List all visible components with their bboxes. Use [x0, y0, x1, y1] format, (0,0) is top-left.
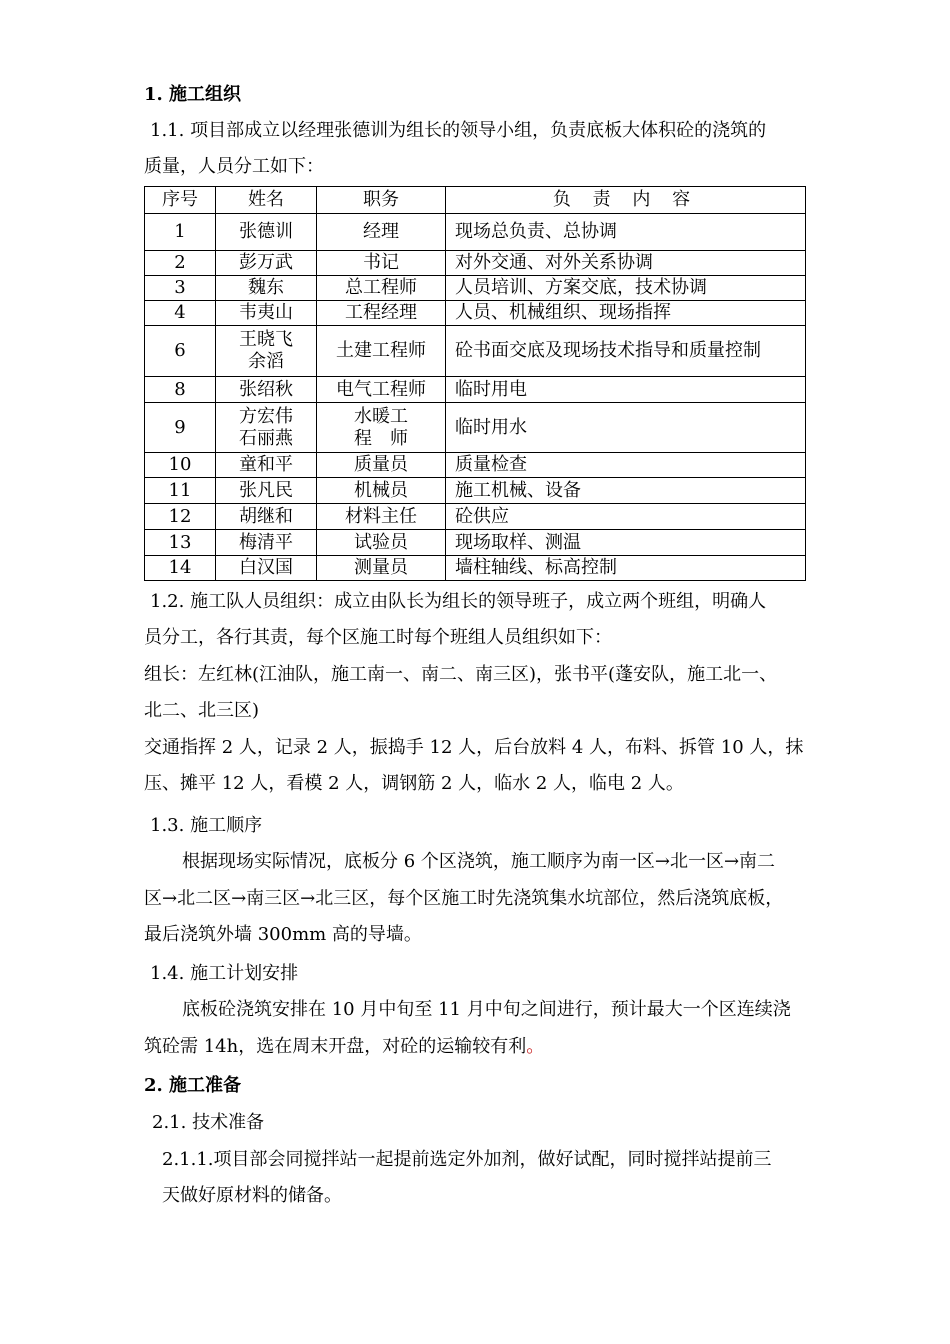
row-position: 测量员	[317, 556, 446, 581]
header-duty: 负 责 内 容	[446, 187, 806, 214]
row-number: 6	[145, 326, 216, 377]
row-number: 2	[145, 251, 216, 276]
row-duty: 临时用电	[446, 377, 806, 403]
section-1-heading: 1. 施工组织	[144, 84, 242, 105]
paragraph-1-2-line-6: 压、摊平 12 人，看模 2 人，调钢筋 2 人，临水 2 人，临电 2 人。	[144, 773, 684, 794]
paragraph-1-2-line-4: 北二、北三区)	[144, 700, 260, 721]
paragraph-1-3-line-3: 最后浇筑外墙 300mm 高的导墙。	[144, 924, 422, 945]
table-row	[145, 377, 806, 403]
staff-assignment-table	[144, 186, 806, 581]
row-name: 魏东	[216, 276, 317, 301]
row-name: 梅清平	[216, 530, 317, 556]
table-row	[145, 530, 806, 556]
row-name: 张德训	[216, 214, 317, 251]
row-duty: 施工机械、设备	[446, 478, 806, 504]
table-row	[145, 556, 806, 581]
row-position: 电气工程师	[317, 377, 446, 403]
row-name: 胡继和	[216, 504, 317, 530]
row-duty: 人员、机械组织、现场指挥	[446, 301, 806, 326]
row-number: 1	[145, 214, 216, 251]
table-row	[145, 251, 806, 276]
row-position: 材料主任	[317, 504, 446, 530]
paragraph-1-2-line-2: 员分工，各行其责，每个区施工时每个班组人员组织如下：	[144, 627, 612, 648]
paragraph-1-2-line-5: 交通指挥 2 人，记录 2 人，振捣手 12 人，后台放料 4 人，布料、拆管 10 人，抹	[144, 737, 804, 758]
row-number: 10	[145, 453, 216, 478]
paragraph-1-4-line-2-text: 筑砼需 14h，选在周末开盘，对砼的运输较有利	[144, 1036, 527, 1057]
paragraph-1-2-line-3: 组长：左红林(江油队，施工南一、南二、南三区)，张书平(蓬安队，施工北一、	[144, 664, 778, 685]
row-name: 张绍秋	[216, 377, 317, 403]
row-number: 11	[145, 478, 216, 504]
row-number: 9	[145, 403, 216, 453]
row-name: 童和平	[216, 453, 317, 478]
row-number: 4	[145, 301, 216, 326]
table-row	[145, 301, 806, 326]
row-duty: 临时用水	[446, 403, 806, 453]
header-number: 序号	[145, 187, 216, 214]
row-name: 彭万武	[216, 251, 317, 276]
paragraph-1-4-line-2-period: 。	[526, 1036, 545, 1057]
row-duty: 现场总负责、总协调	[446, 214, 806, 251]
paragraph-1-2-line-1: 1.2. 施工队人员组织：成立由队长为组长的领导班子，成立两个班组，明确人	[150, 591, 767, 612]
section-1-4-heading: 1.4. 施工计划安排	[150, 963, 299, 984]
row-duty: 现场取样、测温	[446, 530, 806, 556]
paragraph-1-4-line-1: 底板砼浇筑安排在 10 月中旬至 11 月中旬之间进行，预计最大一个区连续浇	[182, 999, 791, 1020]
row-number: 13	[145, 530, 216, 556]
row-number: 12	[145, 504, 216, 530]
table-row	[145, 276, 806, 301]
paragraph-1-4-line-2	[144, 1035, 814, 1059]
row-position: 工程经理	[317, 301, 446, 326]
row-name: 王晓飞 余滔	[216, 326, 317, 377]
table-header-row	[145, 187, 806, 214]
row-position: 机械员	[317, 478, 446, 504]
row-position: 书记	[317, 251, 446, 276]
paragraph-2-1-1-line-1: 2.1.1.项目部会同搅拌站一起提前选定外加剂，做好试配，同时搅拌站提前三	[162, 1149, 772, 1170]
paragraph-1-1-line-1: 1.1. 项目部成立以经理张德训为组长的领导小组，负责底板大体积砼的浇筑的	[150, 120, 767, 141]
section-2-heading: 2. 施工准备	[144, 1075, 242, 1096]
row-name: 韦夷山	[216, 301, 317, 326]
row-duty: 砼书面交底及现场技术指导和质量控制	[446, 326, 806, 377]
section-1-3-heading: 1.3. 施工顺序	[150, 815, 263, 836]
row-position: 试验员	[317, 530, 446, 556]
row-number: 14	[145, 556, 216, 581]
row-duty: 对外交通、对外关系协调	[446, 251, 806, 276]
row-position: 总工程师	[317, 276, 446, 301]
row-duty: 砼供应	[446, 504, 806, 530]
paragraph-2-1-1-line-2: 天做好原材料的储备。	[162, 1185, 342, 1206]
paragraph-1-1-line-2: 质量，人员分工如下：	[144, 156, 324, 177]
paragraph-1-3-line-2: 区→北二区→南三区→北三区，每个区施工时先浇筑集水坑部位，然后浇筑底板，	[144, 888, 784, 909]
table-row	[145, 403, 806, 453]
header-position: 职务	[317, 187, 446, 214]
row-name: 方宏伟 石丽燕	[216, 403, 317, 453]
row-duty: 墙柱轴线、标高控制	[446, 556, 806, 581]
section-2-1-heading: 2.1. 技术准备	[152, 1112, 265, 1133]
row-name: 白汉国	[216, 556, 317, 581]
paragraph-1-3-line-1: 根据现场实际情况，底板分 6 个区浇筑，施工顺序为南一区→北一区→南二	[182, 851, 776, 872]
row-duty: 质量检查	[446, 453, 806, 478]
table-row	[145, 478, 806, 504]
table-row	[145, 504, 806, 530]
table-row	[145, 326, 806, 377]
header-name: 姓名	[216, 187, 317, 214]
table-row	[145, 453, 806, 478]
row-name: 张凡民	[216, 478, 317, 504]
row-number: 8	[145, 377, 216, 403]
row-position: 水暖工 程 师	[317, 403, 446, 453]
row-number: 3	[145, 276, 216, 301]
row-position: 经理	[317, 214, 446, 251]
row-position: 质量员	[317, 453, 446, 478]
table-row	[145, 214, 806, 251]
row-duty: 人员培训、方案交底，技术协调	[446, 276, 806, 301]
row-position: 土建工程师	[317, 326, 446, 377]
